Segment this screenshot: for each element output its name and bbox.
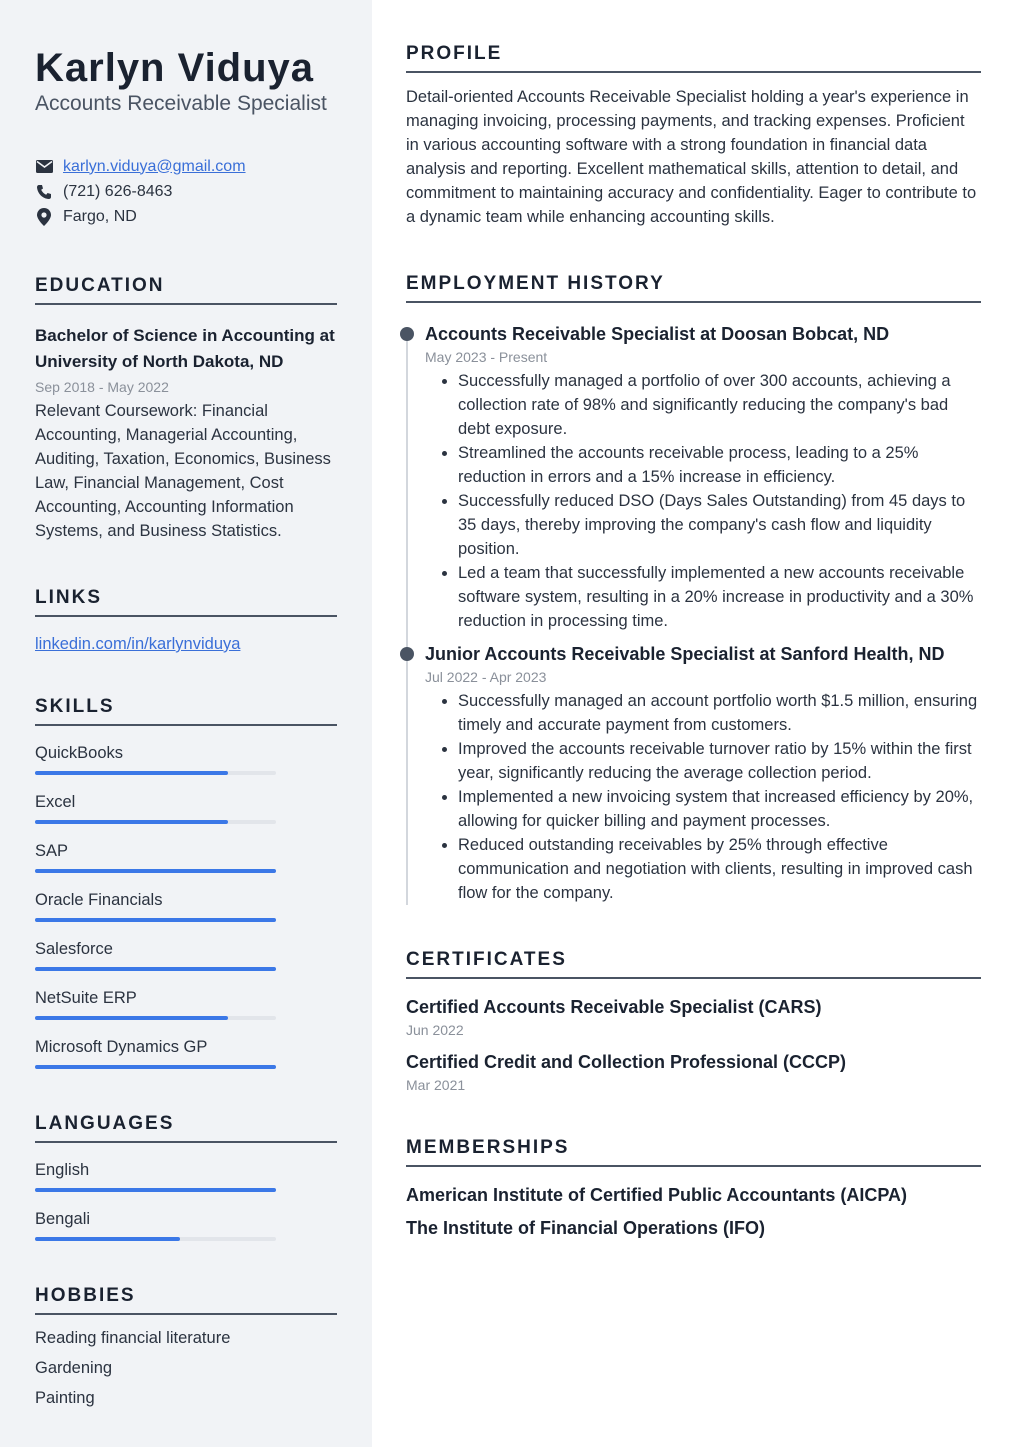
contact-location <box>35 204 337 229</box>
job-bullet: • Led a team that successfully implemented a new accounts receivable software system, resulting in a 20% increase in productivity and a 30% reduction in processing time. <box>458 561 981 633</box>
section-heading: CERTIFICATES <box>406 949 981 979</box>
section-heading: MEMBERSHIPS <box>406 1137 981 1167</box>
contact-block <box>35 154 337 229</box>
skill-name: QuickBooks <box>35 744 124 762</box>
language-level-bar <box>35 1188 276 1192</box>
skill-item <box>35 744 337 775</box>
job-entry <box>406 641 981 905</box>
education-dates: Sep 2018 - May 2022 <box>35 379 169 395</box>
phone-text: (721) 626-8463 <box>63 182 173 200</box>
profile-summary: Detail-oriented Accounts Receivable Specialist holding a year's experience in managing invoicing, processing payments, and tracking expenses. Proficient in various accounting software with a strong foundation in financial data analysis and reporting. Excellent mathematical skills, attention to detail, and commitment to maintaining accuracy and confidentiality. Eager to contribute to a dynamic team while enhancing accounting skills. <box>406 88 977 226</box>
skill-level-bar <box>35 1016 276 1020</box>
job-bullets <box>425 689 981 905</box>
skill-level-bar <box>35 771 276 775</box>
contact-email <box>35 154 337 179</box>
hobbies-section <box>35 1285 337 1409</box>
skill-level-fill <box>35 1016 228 1020</box>
languages-section <box>35 1113 337 1241</box>
memberships-section <box>406 1137 981 1239</box>
links-section <box>35 587 337 654</box>
skill-level-bar <box>35 820 276 824</box>
section-heading: SKILLS <box>35 696 337 726</box>
education-coursework: Relevant Coursework: Financial Accounting, Managerial Accounting, Auditing, Taxation, Economics, Business Law, Financial Management, Cost Accounting, Accounting Information Systems, and Business Statistics. <box>35 402 331 540</box>
envelope-icon <box>35 158 53 176</box>
skill-level-bar <box>35 1065 276 1069</box>
section-heading: LINKS <box>35 587 337 617</box>
hobby-item: Reading financial literature <box>35 1329 231 1347</box>
skill-name: Microsoft Dynamics GP <box>35 1038 208 1056</box>
location-pin-icon <box>35 208 53 226</box>
skill-item <box>35 842 337 873</box>
certificate-name: Certified Accounts Receivable Specialist (CARS) <box>406 997 822 1017</box>
skill-level-fill <box>35 869 276 873</box>
job-bullet: • Implemented a new invoicing system that increased efficiency by 20%, allowing for quicker billing and payment processes. <box>458 785 981 833</box>
section-heading: LANGUAGES <box>35 1113 337 1143</box>
education-degree: Bachelor of Science in Accounting at University of North Dakota, ND <box>35 326 335 371</box>
skill-level-fill <box>35 967 276 971</box>
skill-level-bar <box>35 869 276 873</box>
skill-name: Excel <box>35 793 76 811</box>
section-heading: EDUCATION <box>35 275 337 305</box>
membership-item: American Institute of Certified Public Accountants (AICPA) <box>406 1185 908 1205</box>
email-link[interactable]: karlyn.viduya@gmail.com <box>63 157 246 175</box>
skill-name: SAP <box>35 842 69 860</box>
skill-level-bar <box>35 967 276 971</box>
job-title: Junior Accounts Receivable Specialist at Sanford Health, ND <box>425 644 945 664</box>
hobby-item: Painting <box>35 1389 95 1407</box>
skill-level-fill <box>35 820 228 824</box>
employment-section <box>406 273 981 905</box>
skill-level-fill <box>35 918 276 922</box>
sidebar <box>0 0 372 1447</box>
linkedin-link[interactable]: linkedin.com/in/karlynviduya <box>35 635 241 653</box>
section-heading: PROFILE <box>406 43 981 73</box>
main-content <box>372 0 1024 1447</box>
job-bullet: • Successfully managed an account portfolio worth $1.5 million, ensuring timely and accurate payment from customers. <box>458 689 981 737</box>
certificates-section <box>406 949 981 1093</box>
job-bullet: • Successfully reduced DSO (Days Sales Outstanding) from 45 days to 35 days, thereby improving the company's cash flow and liquidity position. <box>458 489 981 561</box>
skills-section <box>35 696 337 1069</box>
language-item <box>35 1161 337 1192</box>
language-item <box>35 1210 337 1241</box>
job-bullets <box>425 369 981 633</box>
skill-item <box>35 989 337 1020</box>
section-heading: HOBBIES <box>35 1285 337 1315</box>
skill-level-bar <box>35 918 276 922</box>
skill-name: NetSuite ERP <box>35 989 137 1007</box>
hobbies-list <box>35 1327 337 1409</box>
job-dates: Jul 2022 - Apr 2023 <box>425 669 547 685</box>
skill-level-fill <box>35 1065 276 1069</box>
phone-icon <box>35 183 53 201</box>
language-level-fill <box>35 1237 180 1241</box>
certificate-date: Jun 2022 <box>406 1022 464 1038</box>
candidate-name: Karlyn Viduya <box>35 46 315 90</box>
education-section <box>35 275 337 543</box>
job-dates: May 2023 - Present <box>425 349 548 365</box>
certificate-name: Certified Credit and Collection Professional (CCCP) <box>406 1052 847 1072</box>
job-bullet: • Streamlined the accounts receivable process, leading to a 25% reduction in errors and a 15% increase in efficiency. <box>458 441 981 489</box>
skill-item <box>35 891 337 922</box>
skill-item <box>35 940 337 971</box>
membership-item: The Institute of Financial Operations (IFO) <box>406 1218 766 1238</box>
job-bullet: • Reduced outstanding receivables by 25% through effective communication and negotiation with clients, resulting in improved cash flow for the company. <box>458 833 981 905</box>
location-text: Fargo, ND <box>63 207 137 225</box>
language-level-fill <box>35 1188 276 1192</box>
job-entry <box>406 321 981 633</box>
certificate-item <box>406 997 981 1038</box>
language-level-bar <box>35 1237 276 1241</box>
candidate-title: Accounts Receivable Specialist <box>35 92 327 115</box>
skills-list <box>35 744 337 1069</box>
job-title: Accounts Receivable Specialist at Doosan Bobcat, ND <box>425 324 890 344</box>
contact-phone <box>35 179 337 204</box>
language-name: English <box>35 1161 90 1179</box>
skill-name: Salesforce <box>35 940 113 958</box>
employment-timeline <box>406 321 981 905</box>
section-heading: EMPLOYMENT HISTORY <box>406 273 981 303</box>
timeline-dot <box>400 327 414 341</box>
skill-item <box>35 1038 337 1069</box>
skill-name: Oracle Financials <box>35 891 163 909</box>
job-bullet: • Improved the accounts receivable turnover ratio by 15% within the first year, significantly reducing the average collection period. <box>458 737 981 785</box>
skill-item <box>35 793 337 824</box>
timeline-dot <box>400 647 414 661</box>
job-bullet: • Successfully managed a portfolio of over 300 accounts, achieving a collection rate of 98% and significantly reducing the company's bad debt exposure. <box>458 369 981 441</box>
language-name: Bengali <box>35 1210 91 1228</box>
hobby-item: Gardening <box>35 1359 113 1377</box>
certificate-item <box>406 1052 981 1093</box>
profile-section <box>406 43 981 229</box>
languages-list <box>35 1161 337 1241</box>
certificate-date: Mar 2021 <box>406 1077 466 1093</box>
skill-level-fill <box>35 771 228 775</box>
